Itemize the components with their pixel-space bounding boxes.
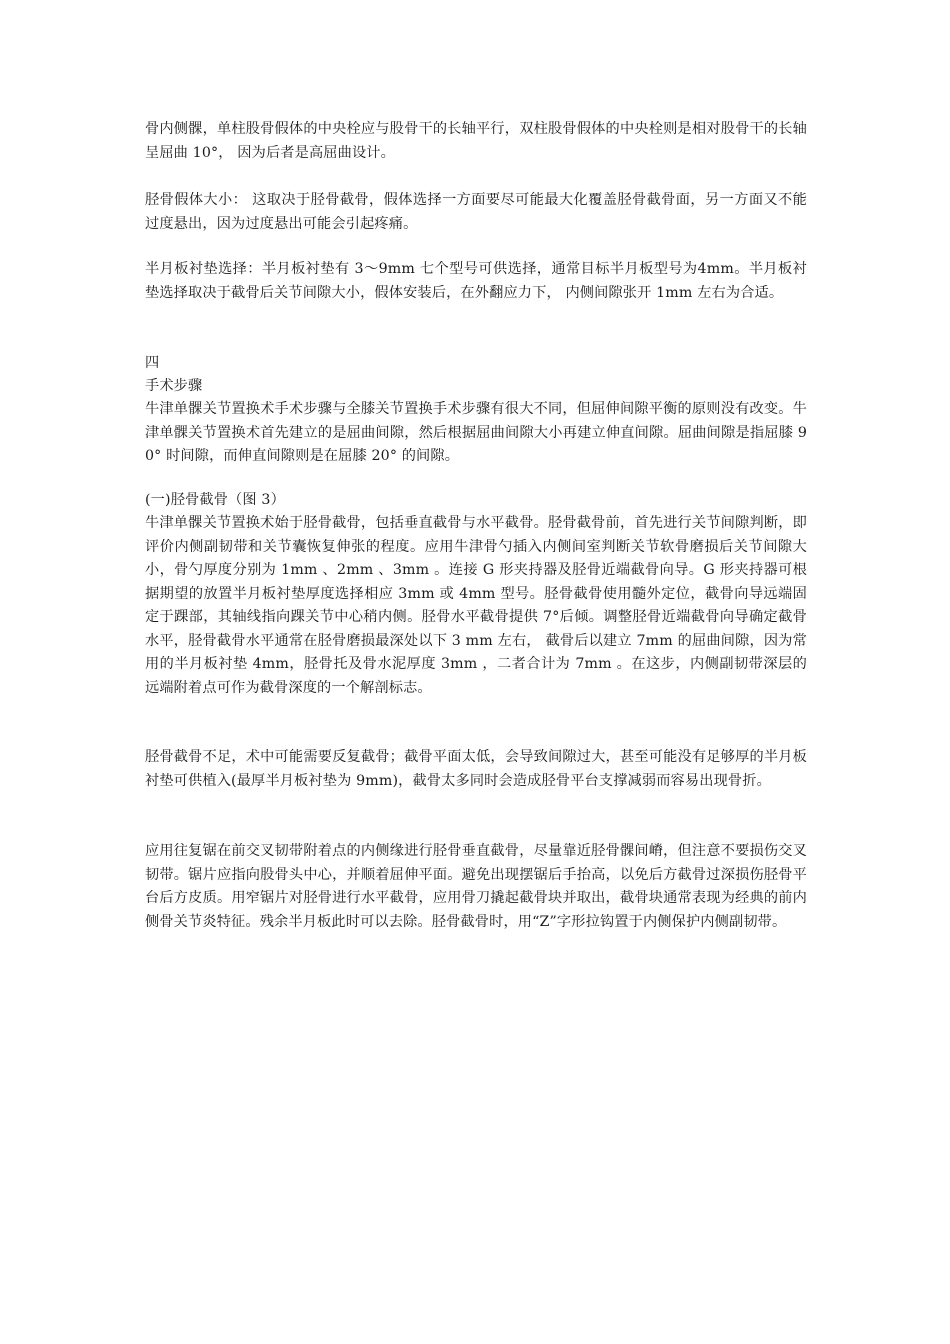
- subsection-heading: (一)胫骨截骨（图 3）: [145, 492, 285, 508]
- paragraph-insufficient-cut: 胫骨截骨不足，术中可能需要反复截骨；截骨平面太低，会导致间隙过大，甚至可能没有足够厚的半月板衬垫可供植入(最厚半月板衬垫为 9mm)，截骨太多同时会造成胫骨平台支撑减弱而容易出现骨折。: [145, 749, 807, 789]
- paragraph-saw-technique: 应用往复锯在前交叉韧带附着点的内侧缘进行胫骨垂直截骨，尽量靠近胫骨髁间嵴，但注意不要损伤交叉韧带。锯片应指向股骨头中心，并顺着屈伸平面。避免出现摆锯后手抬高，以免后方截骨过深损伤胫骨平台后方皮质。用窄锯片对胫骨进行水平截骨，应用骨刀撬起截骨块并取出，截骨块通常表现为经典的前内侧骨关节炎特征。残余半月板此时可以去除。胫骨截骨时，用“Z”字形拉钩置于内侧保护内侧副韧带。: [145, 843, 807, 930]
- paragraph-tibial-size: 胫骨假体大小： 这取决于胫骨截骨，假体选择一方面要尽可能最大化覆盖胫骨截骨面，另一方面又不能过度悬出，因为过度悬出可能会引起疼痛。: [145, 192, 807, 232]
- paragraph-tibial-osteotomy: 牛津单髁关节置换术始于胫骨截骨，包括垂直截骨与水平截骨。胫骨截骨前，首先进行关节间隙判断，即评价内侧副韧带和关节囊恢复伸张的程度。应用牛津骨勺插入内侧间室判断关节软骨磨损后关节间隙大小，骨勺厚度分别为 1mm 、2mm 、3mm 。连接 G 形夹持器及胫骨近端截骨向导。G 形夹持器可根据期望的放置半月板衬垫厚度选择相应 3mm 或 4mm 型号。胫骨截骨使用髓外定位，截骨向导远端固定于踝部，其轴线指向踝关节中心稍内侧。胫骨水平截骨提供 7°后倾。调整胫骨近端截骨向导确定截骨水平，胫骨截骨水平通常在胫骨磨损最深处以下 3 mm 左右， 截骨后以建立 7mm 的屈曲间隙，因为常用的半月板衬垫 4mm，胫骨托及骨水泥厚度 3mm ，二者合计为 7mm 。在这步，内侧副韧带深层的远端附着点可作为截骨深度的一个解剖标志。: [145, 515, 807, 696]
- paragraph-surgical-steps: 牛津单髁关节置换术手术步骤与全膝关节置换手术步骤有很大不同，但屈伸间隙平衡的原则没有改变。牛津单髁关节置换术首先建立的是屈曲间隙，然后根据屈曲间隙大小再建立伸直间隙。屈曲间隙是指屈膝 90° 时间隙，而伸直间隙则是在屈膝 20° 的间隙。: [145, 401, 807, 464]
- section-heading: 手术步骤: [145, 378, 203, 394]
- paragraph-meniscal-bearing: 半月板衬垫选择：半月板衬垫有 3～9mm 七个型号可供选择，通常目标半月板型号为4mm。半月板衬垫选择取决于截骨后关节间隙大小，假体安装后，在外翻应力下， 内侧间隙张开 1mm 左右为合适。: [145, 261, 807, 301]
- paragraph-femoral-peg: 骨内侧髁，单柱股骨假体的中央栓应与股骨干的长轴平行，双柱股骨假体的中央栓则是相对股骨干的长轴呈屈曲 10°， 因为后者是高屈曲设计。: [145, 121, 807, 161]
- section-number: 四: [145, 355, 160, 371]
